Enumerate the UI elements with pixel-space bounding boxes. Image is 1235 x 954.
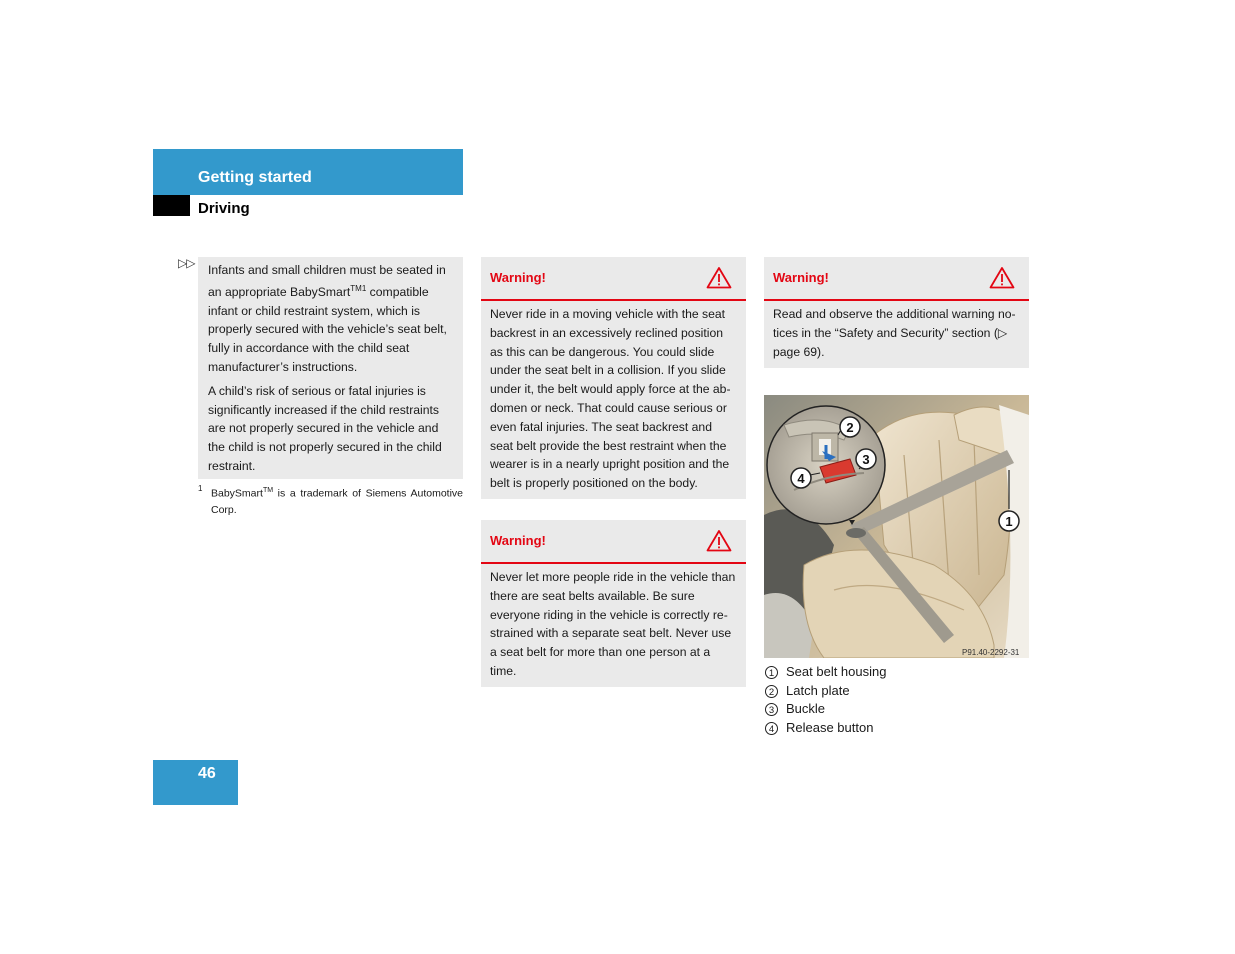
footnote-text [211, 483, 463, 518]
info-paragraph-2: A child’s risk of serious or fatal injuries is significantly increased if the child restraints are not properly secured in the vehicle and the child is not properly secured in the child restraint. [208, 383, 442, 474]
warning-text: Never let more people ride in the vehicle than there are seat belts available. Be sure everyone riding in the vehicle is correctly re-strained with a separate seat belt. Never use a seat belt for more than one person at a time. [490, 570, 736, 678]
page-number: 46 [198, 765, 216, 782]
legend-item [764, 682, 1029, 701]
warning-box-seat-belt-count [481, 520, 746, 687]
photo-legend [764, 663, 1029, 738]
seat-belt-illustration [764, 395, 1029, 658]
legend-number: 3 [765, 703, 778, 716]
footnote-brand: BabySmart [211, 487, 263, 500]
svg-text:1: 1 [1005, 514, 1013, 529]
warning-triangle-icon [706, 529, 732, 552]
legend-label: Latch plate [786, 682, 850, 698]
warning-text: Read and observe the additional warning no-tices in the “Safety and Security” section (▷ page 69). [773, 307, 1016, 359]
subsection-marker [153, 195, 190, 216]
warning-label: Warning! [490, 533, 546, 548]
legend-label: Release button [786, 720, 874, 736]
warning-header [481, 257, 746, 301]
callout-1 [999, 511, 1019, 531]
footnote-body: is a trademark of Siemens Automotive Corp. [211, 487, 463, 516]
legend-item [764, 700, 1029, 719]
legend-label: Buckle [786, 701, 826, 717]
trademark-superscript: TM1 [350, 283, 367, 293]
child-safety-info-box [198, 257, 463, 479]
legend-number: 1 [765, 666, 778, 679]
seat-belt-photo [764, 395, 1029, 658]
warning-triangle-icon [989, 266, 1015, 289]
warning-label: Warning! [773, 270, 829, 285]
legend-item [764, 663, 1029, 682]
legend-number: 2 [765, 685, 778, 698]
warning-label: Warning! [490, 270, 546, 285]
footnote-number: 1 [198, 484, 203, 493]
warning-text: Never ride in a moving vehicle with the seat backrest in an excessively reclined position as this can be dangerous. You could slide under the seat belt in a collision. If you slide under it, the belt would apply force at the ab-domen or neck. That could cause serious or even fatal injuries. The seat backrest and seat belt provide the best restraint when the wearer is in a nearly upright position and the belt is properly positioned on the body. [490, 307, 731, 491]
svg-text:4: 4 [797, 471, 805, 486]
legend-number: 4 [765, 722, 778, 735]
section-title: Getting started [198, 169, 312, 186]
warning-header [764, 257, 1029, 301]
info-paragraph-1 [208, 261, 456, 377]
warning-triangle-icon [706, 266, 732, 289]
page-number-tab [153, 760, 238, 805]
info-text: compatible infant or child restraint system, which is properly secured with the vehicle’s seat belt, fully in accordance with the child seat manufacturer’s instructions. [208, 284, 447, 375]
warning-box-safety-reference [764, 257, 1029, 368]
warning-box-reclined-seat [481, 257, 746, 499]
footnote-superscript: TM [262, 487, 274, 494]
photo-reference-code: P91.40-2292-31 [962, 648, 1020, 657]
subsection-title: Driving [198, 200, 250, 217]
info-text: Infants and small children must be seated in an appropriate BabySmart [208, 263, 446, 299]
svg-text:3: 3 [862, 452, 870, 467]
svg-text:2: 2 [846, 420, 854, 435]
warning-header [481, 520, 746, 564]
legend-label: Seat belt housing [786, 664, 887, 679]
callout-3 [856, 449, 876, 469]
continuation-marker: ▷▷ [178, 256, 195, 270]
legend-item [764, 719, 1029, 738]
